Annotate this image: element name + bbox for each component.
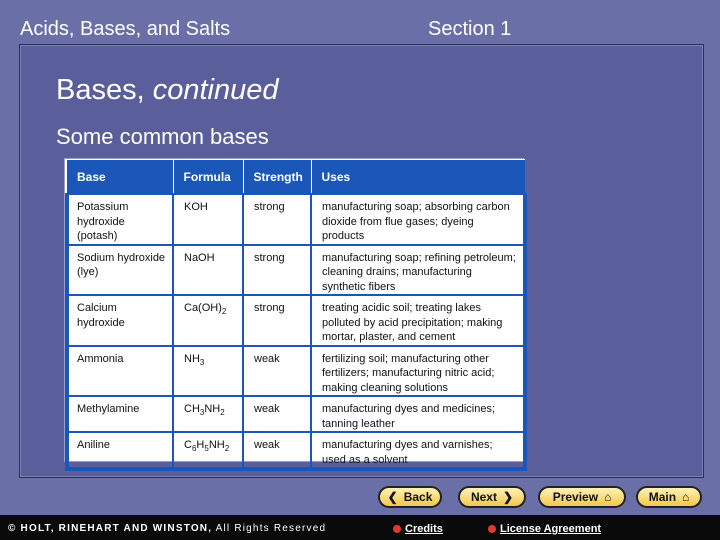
table-header-row xyxy=(67,160,525,195)
formula-part: KOH xyxy=(184,201,208,213)
section-title: Section 1 xyxy=(428,18,512,40)
formula-subscript: 5 xyxy=(204,444,209,453)
slide-subtitle: Some common bases xyxy=(56,124,269,149)
credits-bullet-icon xyxy=(393,525,401,533)
cell-base: Calcium hydroxide xyxy=(67,295,173,346)
formula-part: NH xyxy=(208,439,225,451)
cell-uses: manufacturing dyes and medicines; tanning leather xyxy=(311,396,525,432)
table-row xyxy=(67,396,525,432)
cell-strength: strong xyxy=(243,245,311,296)
cell-uses: treating acidic soil; treating lakes polluted by acid precipitation; making mortar, plaster, and cement xyxy=(311,295,525,346)
cell-formula xyxy=(173,396,243,432)
slide-title-main: Bases, xyxy=(56,74,145,106)
formula-part: Ca(OH) xyxy=(184,302,222,314)
col-header-base: Base xyxy=(67,160,173,195)
cell-base: Aniline xyxy=(67,432,173,469)
table-row xyxy=(67,295,525,346)
formula-subscript: 2 xyxy=(221,307,227,316)
license-bullet-icon xyxy=(488,525,496,533)
cell-base: Methylamine xyxy=(67,396,173,432)
footer-bar xyxy=(0,515,720,540)
cell-strength: weak xyxy=(243,346,311,397)
cell-uses: manufacturing soap; absorbing carbon dioxide from flue gases; dyeing products xyxy=(311,194,525,245)
cell-strength: weak xyxy=(243,432,311,469)
copyright-brand: © HOLT, RINEHART AND WINSTON, xyxy=(8,523,213,534)
table-row xyxy=(67,194,525,245)
home-icon: ⌂ xyxy=(604,490,612,504)
chapter-title: Acids, Bases, and Salts xyxy=(20,18,231,40)
copyright-text xyxy=(8,523,326,534)
copyright-rest: All Rights Reserved xyxy=(215,523,327,534)
formula-part: NH xyxy=(204,403,221,415)
header-bar xyxy=(0,0,720,44)
cell-formula xyxy=(173,194,243,245)
chevron-left-icon: ❮ xyxy=(387,490,398,504)
cell-formula xyxy=(173,245,243,296)
home-icon: ⌂ xyxy=(682,490,690,504)
formula-subscript: 2 xyxy=(224,444,230,453)
formula-part: CH xyxy=(184,403,200,415)
table-row xyxy=(67,245,525,296)
formula-part: NaOH xyxy=(184,251,215,264)
slide-title xyxy=(56,74,279,107)
cell-base: Sodium hydroxide (lye) xyxy=(67,245,173,296)
table-row xyxy=(67,346,525,397)
preview-label: Preview xyxy=(552,490,599,504)
cell-strength: weak xyxy=(243,396,311,432)
back-label: Back xyxy=(403,490,433,504)
table-body xyxy=(67,194,525,469)
cell-strength: strong xyxy=(243,295,311,346)
formula-subscript: 3 xyxy=(199,357,205,367)
next-label: Next xyxy=(470,490,497,504)
cell-uses: manufacturing dyes and varnishes; used as a solvent xyxy=(311,432,525,469)
col-header-strength: Strength xyxy=(243,160,311,195)
slide-title-italic: continued xyxy=(152,74,279,106)
formula-subscript: 6 xyxy=(191,444,197,453)
formula-subscript: 3 xyxy=(199,408,205,417)
license-agreement-link[interactable]: License Agreement xyxy=(500,523,602,535)
main-button[interactable] xyxy=(636,486,702,508)
cell-formula xyxy=(173,432,243,469)
main-label: Main xyxy=(648,490,677,504)
cell-uses: fertilizing soil; manufacturing other fertilizers; manufacturing nitric acid; making cleaning solutions xyxy=(311,346,525,397)
preview-button[interactable] xyxy=(538,486,626,508)
next-button[interactable] xyxy=(458,486,526,508)
cell-strength: strong xyxy=(243,194,311,245)
formula-part: C xyxy=(184,439,192,451)
cell-formula xyxy=(173,346,243,397)
cell-formula xyxy=(173,295,243,346)
credits-link[interactable]: Credits xyxy=(405,523,443,535)
bases-table xyxy=(64,158,524,466)
formula-part: NH xyxy=(184,352,200,365)
cell-base: Potassium hydroxide (potash) xyxy=(67,194,173,245)
cell-uses: manufacturing soap; refining petroleum; cleaning drains; manufacturing synthetic fibers xyxy=(311,245,525,296)
formula-part: H xyxy=(196,439,205,451)
back-button[interactable] xyxy=(378,486,442,508)
col-header-formula: Formula xyxy=(173,160,243,195)
col-header-uses: Uses xyxy=(311,160,525,195)
table-row xyxy=(67,432,525,469)
cell-base: Ammonia xyxy=(67,346,173,397)
formula-subscript: 2 xyxy=(220,408,225,417)
chevron-right-icon: ❯ xyxy=(502,490,514,504)
